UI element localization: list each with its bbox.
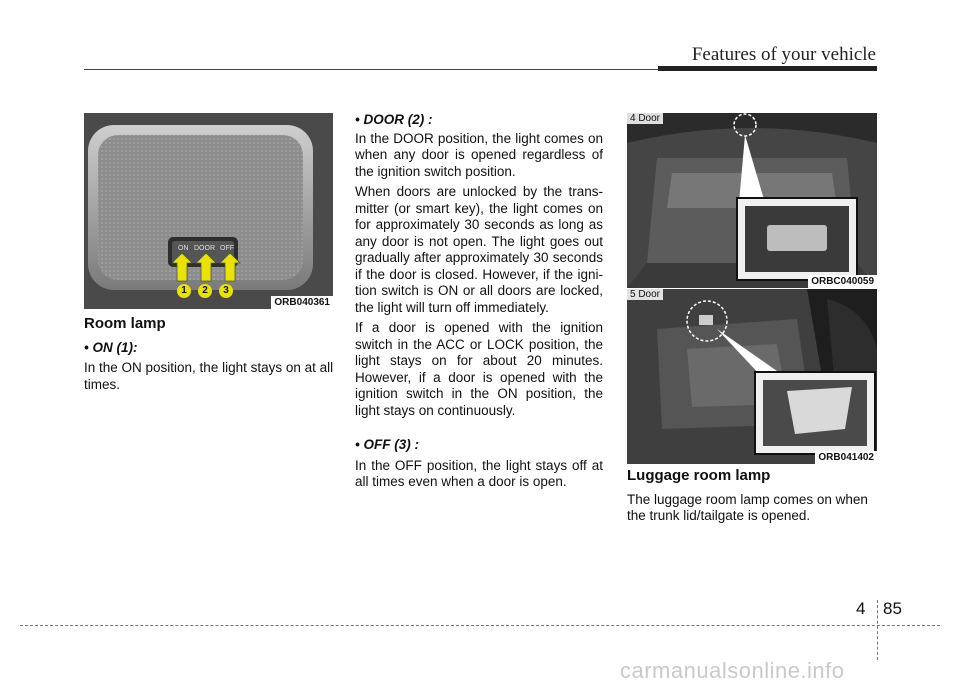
marker-1: 1 [177, 284, 191, 298]
switch-label-on: ON [178, 245, 189, 252]
trunk-5door-illustration [627, 289, 877, 464]
room-lamp-heading: Room lamp [84, 315, 166, 332]
door-paragraph-1: In the DOOR position, the light comes on when any door is opened regardless of the ignition switch position. [355, 130, 603, 179]
trunk-4door-photo [627, 113, 877, 288]
page-number: 85 [883, 599, 902, 618]
chapter-number: 4 [856, 599, 866, 618]
footer-divider [877, 600, 878, 660]
room-lamp-photo [84, 113, 333, 309]
door-paragraph-2: When doors are unlocked by the trans-mitter (or smart key), the light comes on for approximately 30 seconds as long as any door is not open. The light goes out gradually after approximately 30 seconds if the door is closed. However, if the igni-tion switch is ON or all doors are locked, the light will turn off immediately. [355, 184, 603, 315]
watermark: carmanualsonline.info [620, 658, 845, 683]
luggage-lamp-text: The luggage room lamp comes on when the trunk lid/tailgate is opened. [627, 491, 868, 523]
room-lamp-section [84, 316, 334, 393]
off-title: • OFF (3) : [355, 437, 419, 452]
door-paragraph-3: If a door is opened with the ignition switch in the ACC or LOCK position, the light stays on for about 20 minutes. However, if a door is opened with the ignition switch in the ON position, the light stays on continuously. [355, 320, 603, 418]
header-rule-accent [658, 66, 877, 71]
photo1-door-tag: 4 Door [627, 113, 663, 124]
photo2-code: ORB041402 [815, 451, 877, 464]
trunk-4door-illustration [627, 113, 877, 288]
switch-label-off: OFF [220, 245, 234, 252]
on-title: • ON (1): [84, 339, 138, 355]
marker-3: 3 [219, 284, 233, 298]
photo1-code: ORBC040059 [808, 275, 877, 288]
luggage-lamp-heading: Luggage room lamp [627, 467, 771, 484]
page-header-title: Features of your vehicle [691, 44, 876, 65]
off-text: In the OFF position, the light stays off at all times even when a door is open. [355, 457, 603, 489]
arrow-icons [172, 253, 262, 283]
luggage-lamp-section [627, 468, 879, 525]
on-text: In the ON position, the light stays on at all times. [84, 360, 334, 392]
trunk-5door-photo [627, 289, 877, 464]
marker-2: 2 [198, 284, 212, 298]
photo-code: ORB040361 [271, 296, 333, 309]
switch-label-door: DOOR [194, 245, 215, 252]
footer-rule [20, 625, 940, 626]
photo2-door-tag: 5 Door [627, 289, 663, 300]
door-title: • DOOR (2) : [355, 112, 433, 127]
switch-positions-section [355, 112, 603, 491]
